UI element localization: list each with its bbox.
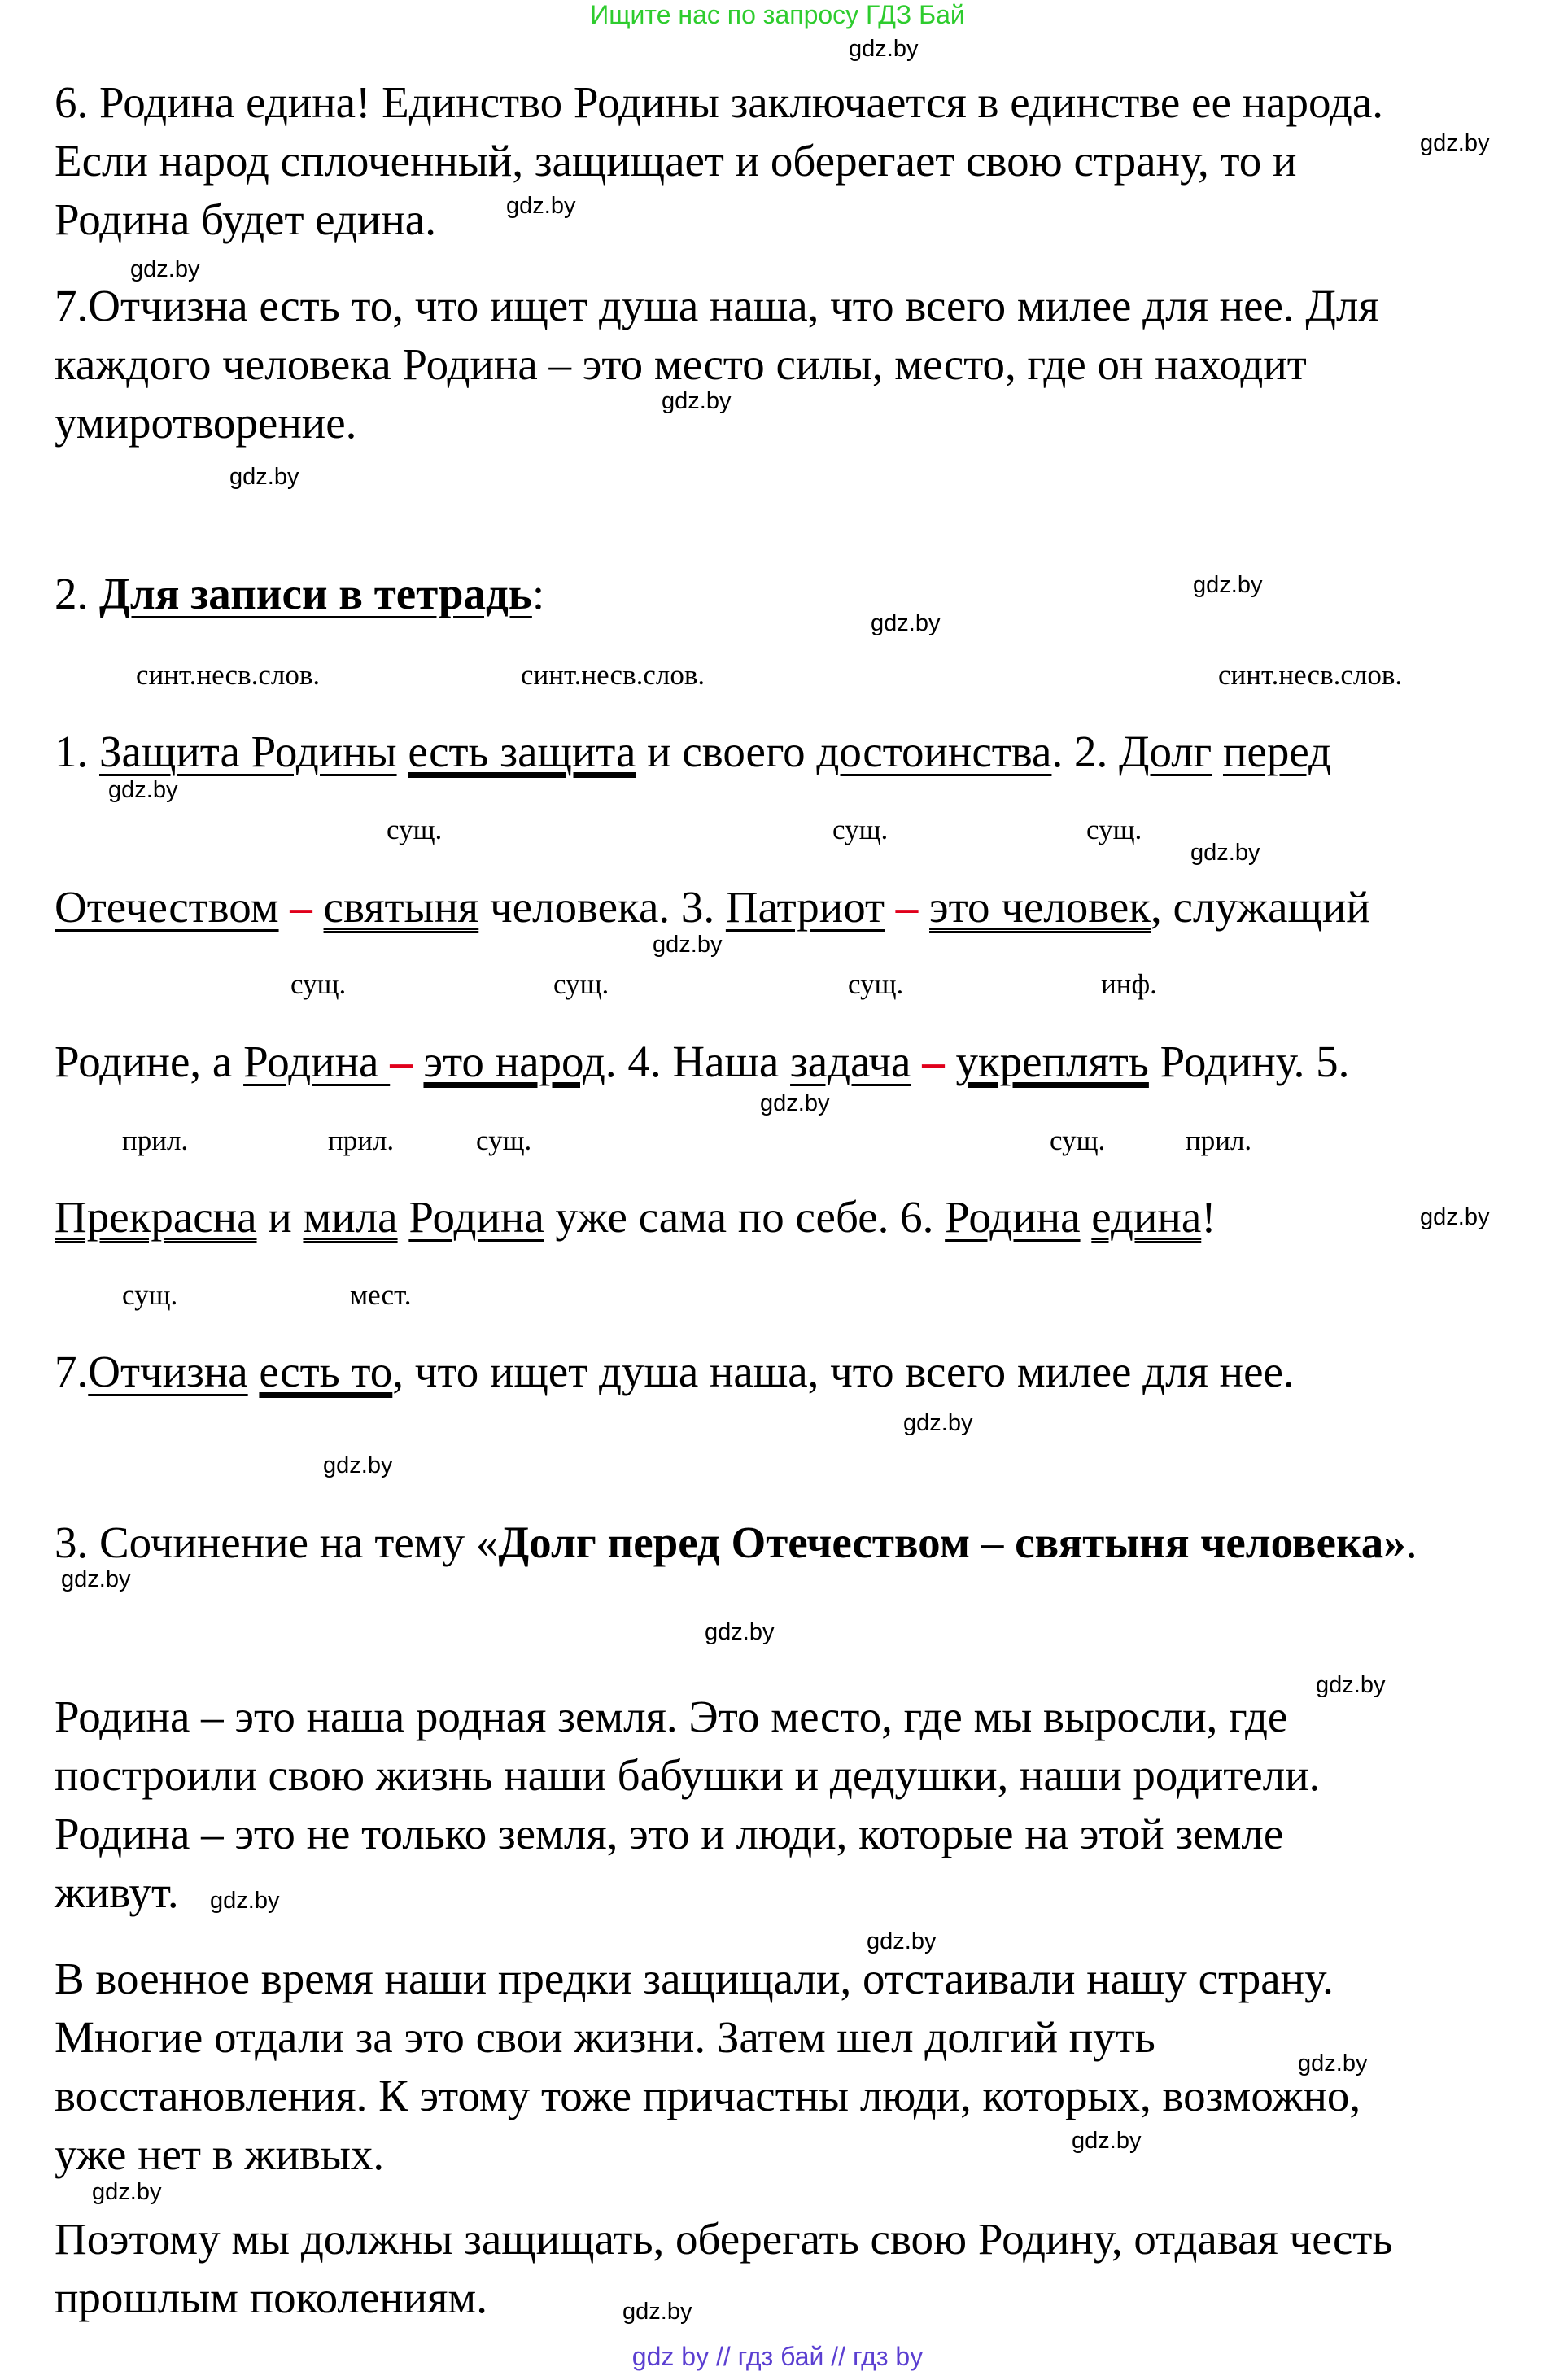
underlined-word: достоинства	[816, 727, 1052, 776]
watermark: gdz.by	[130, 256, 200, 282]
dash: –	[278, 882, 324, 932]
watermark: gdz.by	[108, 777, 178, 803]
text: , что ищет душа наша, что всего милее для нее.	[392, 1347, 1295, 1396]
label-noun: сущ.	[1086, 814, 1142, 845]
watermark: gdz.by	[92, 2179, 162, 2205]
watermark: gdz.by	[323, 1452, 393, 1478]
predicate: Прекрасна	[55, 1192, 257, 1242]
bottom-banner[interactable]: gdz by // гдз бай // гдз by	[631, 2342, 924, 2371]
top-banner[interactable]: Ищите нас по запросу ГДЗ Бай	[590, 0, 965, 29]
watermark: gdz.by	[210, 1888, 280, 1914]
task2-line4	[55, 1193, 1216, 1242]
watermark: gdz.by	[653, 932, 723, 958]
item7-line1: 7.Отчизна есть то, что ищет душа наша, что всего милее для нее. Для	[55, 281, 1379, 330]
task3-prefix: 3. Сочинение на тему «	[55, 1518, 499, 1567]
text: !	[1201, 1192, 1216, 1242]
text: . 2.	[1051, 727, 1119, 776]
label-noun: сущ.	[1050, 1124, 1106, 1156]
item7-line3: умиротворение.	[55, 398, 357, 448]
text: . 4. Наша	[605, 1037, 791, 1086]
item7-line2: каждого человека Родина – это место силы, место, где он находит	[55, 339, 1307, 389]
watermark: gdz.by	[760, 1090, 830, 1116]
essay-p3-line1: Поэтому мы должны защищать, оберегать свою Родину, отдавая честь	[55, 2214, 1393, 2264]
watermark: gdz.by	[903, 1410, 973, 1436]
text	[248, 1347, 260, 1396]
task3-suffix: .	[1405, 1518, 1417, 1567]
predicate: едина	[1091, 1192, 1202, 1242]
predicate: есть то	[259, 1347, 393, 1396]
label-noun: сущ.	[290, 968, 347, 1000]
item6-line2: Если народ сплоченный, защищает и оберегает свою страну, то и	[55, 136, 1297, 186]
label-sint-3: синт.несв.слов.	[1218, 659, 1403, 691]
task2-line5	[55, 1347, 1295, 1396]
essay-p1-line3: Родина – это не только земля, это и люди, которые на этой земле	[55, 1809, 1284, 1858]
essay-p1-line1: Родина – это наша родная земля. Это место, где мы выросли, где	[55, 1692, 1288, 1741]
subject: Родина	[243, 1037, 391, 1086]
label-adj: прил.	[328, 1124, 395, 1156]
text: Родину. 5.	[1148, 1037, 1350, 1086]
predicate: есть защита	[408, 727, 636, 776]
text: 1.	[55, 727, 99, 776]
label-sint-1: синт.несв.слов.	[136, 659, 321, 691]
text	[1212, 727, 1223, 776]
watermark: gdz.by	[229, 464, 299, 490]
essay-p2-line2: Многие отдали за это свои жизни. Затем шел долгий путь	[55, 2012, 1155, 2062]
watermark: gdz.by	[61, 1566, 131, 1592]
essay-p2-line4: уже нет в живых.	[55, 2129, 385, 2179]
text	[397, 727, 408, 776]
text: , служащий	[1151, 882, 1370, 932]
text: 7.	[55, 1347, 89, 1396]
predicate: мила	[303, 1192, 398, 1242]
label-pron: мест.	[350, 1279, 412, 1311]
task2-line3	[55, 1037, 1349, 1086]
essay-p1-line4: живут.	[55, 1867, 179, 1917]
text: человека. 3.	[478, 882, 726, 932]
label-adj: прил.	[1186, 1124, 1252, 1156]
task2-title: Для записи в тетрадь	[99, 569, 532, 618]
dash: –	[885, 882, 930, 932]
subject: Родина	[945, 1192, 1081, 1242]
dash: –	[911, 1037, 956, 1086]
watermark: gdz.by	[1190, 840, 1260, 866]
task3-title: Долг перед Отечеством – святыня человека»	[498, 1518, 1406, 1567]
essay-p2-line1: В военное время наши предки защищали, отстаивали нашу страну.	[55, 1954, 1334, 2003]
watermark: gdz.by	[1193, 572, 1263, 598]
underlined-word: перед	[1222, 727, 1331, 776]
label-sint-2: синт.несв.слов.	[521, 659, 705, 691]
label-noun: сущ.	[476, 1124, 532, 1156]
watermark: gdz.by	[1298, 2050, 1368, 2076]
underlined-word: Отечеством	[55, 882, 279, 932]
label-noun: сущ.	[832, 814, 889, 845]
essay-p1-line2: построили свою жизнь наши бабушки и дедушки, наши родители.	[55, 1750, 1321, 1800]
predicate: это человек	[929, 882, 1151, 932]
watermark: gdz.by	[705, 1619, 775, 1645]
label-noun: сущ.	[553, 968, 609, 1000]
subject: Патриот	[725, 882, 885, 932]
watermark: gdz.by	[1420, 130, 1490, 156]
text	[1081, 1192, 1092, 1242]
task2-colon: :	[531, 569, 545, 618]
task2-line2	[55, 883, 1370, 932]
watermark: gdz.by	[1316, 1672, 1386, 1698]
text	[398, 1192, 409, 1242]
item6-line1: 6. Родина едина! Единство Родины заключается в единстве ее народа.	[55, 77, 1384, 127]
task2-number: 2.	[55, 569, 99, 618]
label-noun: сущ.	[848, 968, 904, 1000]
text: уже сама по себе. 6.	[544, 1192, 946, 1242]
watermark: gdz.by	[849, 36, 919, 62]
label-adj: прил.	[122, 1124, 189, 1156]
item6-line3: Родина будет едина.	[55, 194, 436, 244]
essay-p3-line2: прошлым поколениям.	[55, 2273, 487, 2322]
predicate: укреплять	[955, 1037, 1149, 1086]
task2-heading	[55, 570, 544, 618]
subject: Долг	[1118, 727, 1212, 776]
label-noun: сущ.	[387, 814, 443, 845]
watermark: gdz.by	[1072, 2128, 1142, 2154]
task3-heading	[55, 1518, 1417, 1567]
task2-line1	[55, 727, 1331, 776]
watermark: gdz.by	[662, 388, 732, 414]
watermark: gdz.by	[867, 1928, 937, 1954]
watermark: gdz.by	[622, 2299, 692, 2325]
essay-p2-line3: восстановления. К этому тоже причастны люди, которых, возможно,	[55, 2071, 1361, 2120]
watermark: gdz.by	[871, 610, 941, 636]
subject: задача	[790, 1037, 911, 1086]
predicate: это народ	[423, 1037, 605, 1086]
dash: –	[390, 1037, 424, 1086]
text: и своего	[636, 727, 817, 776]
subject: Защита Родины	[99, 727, 397, 776]
subject: Отчизна	[88, 1347, 248, 1396]
watermark: gdz.by	[1420, 1204, 1490, 1230]
predicate: святыня	[323, 882, 479, 932]
subject: Родина	[408, 1192, 544, 1242]
text: и	[256, 1192, 304, 1242]
label-inf: инф.	[1101, 968, 1157, 1000]
watermark: gdz.by	[506, 193, 576, 219]
text: Родине, а	[55, 1037, 244, 1086]
label-noun: сущ.	[122, 1279, 178, 1311]
